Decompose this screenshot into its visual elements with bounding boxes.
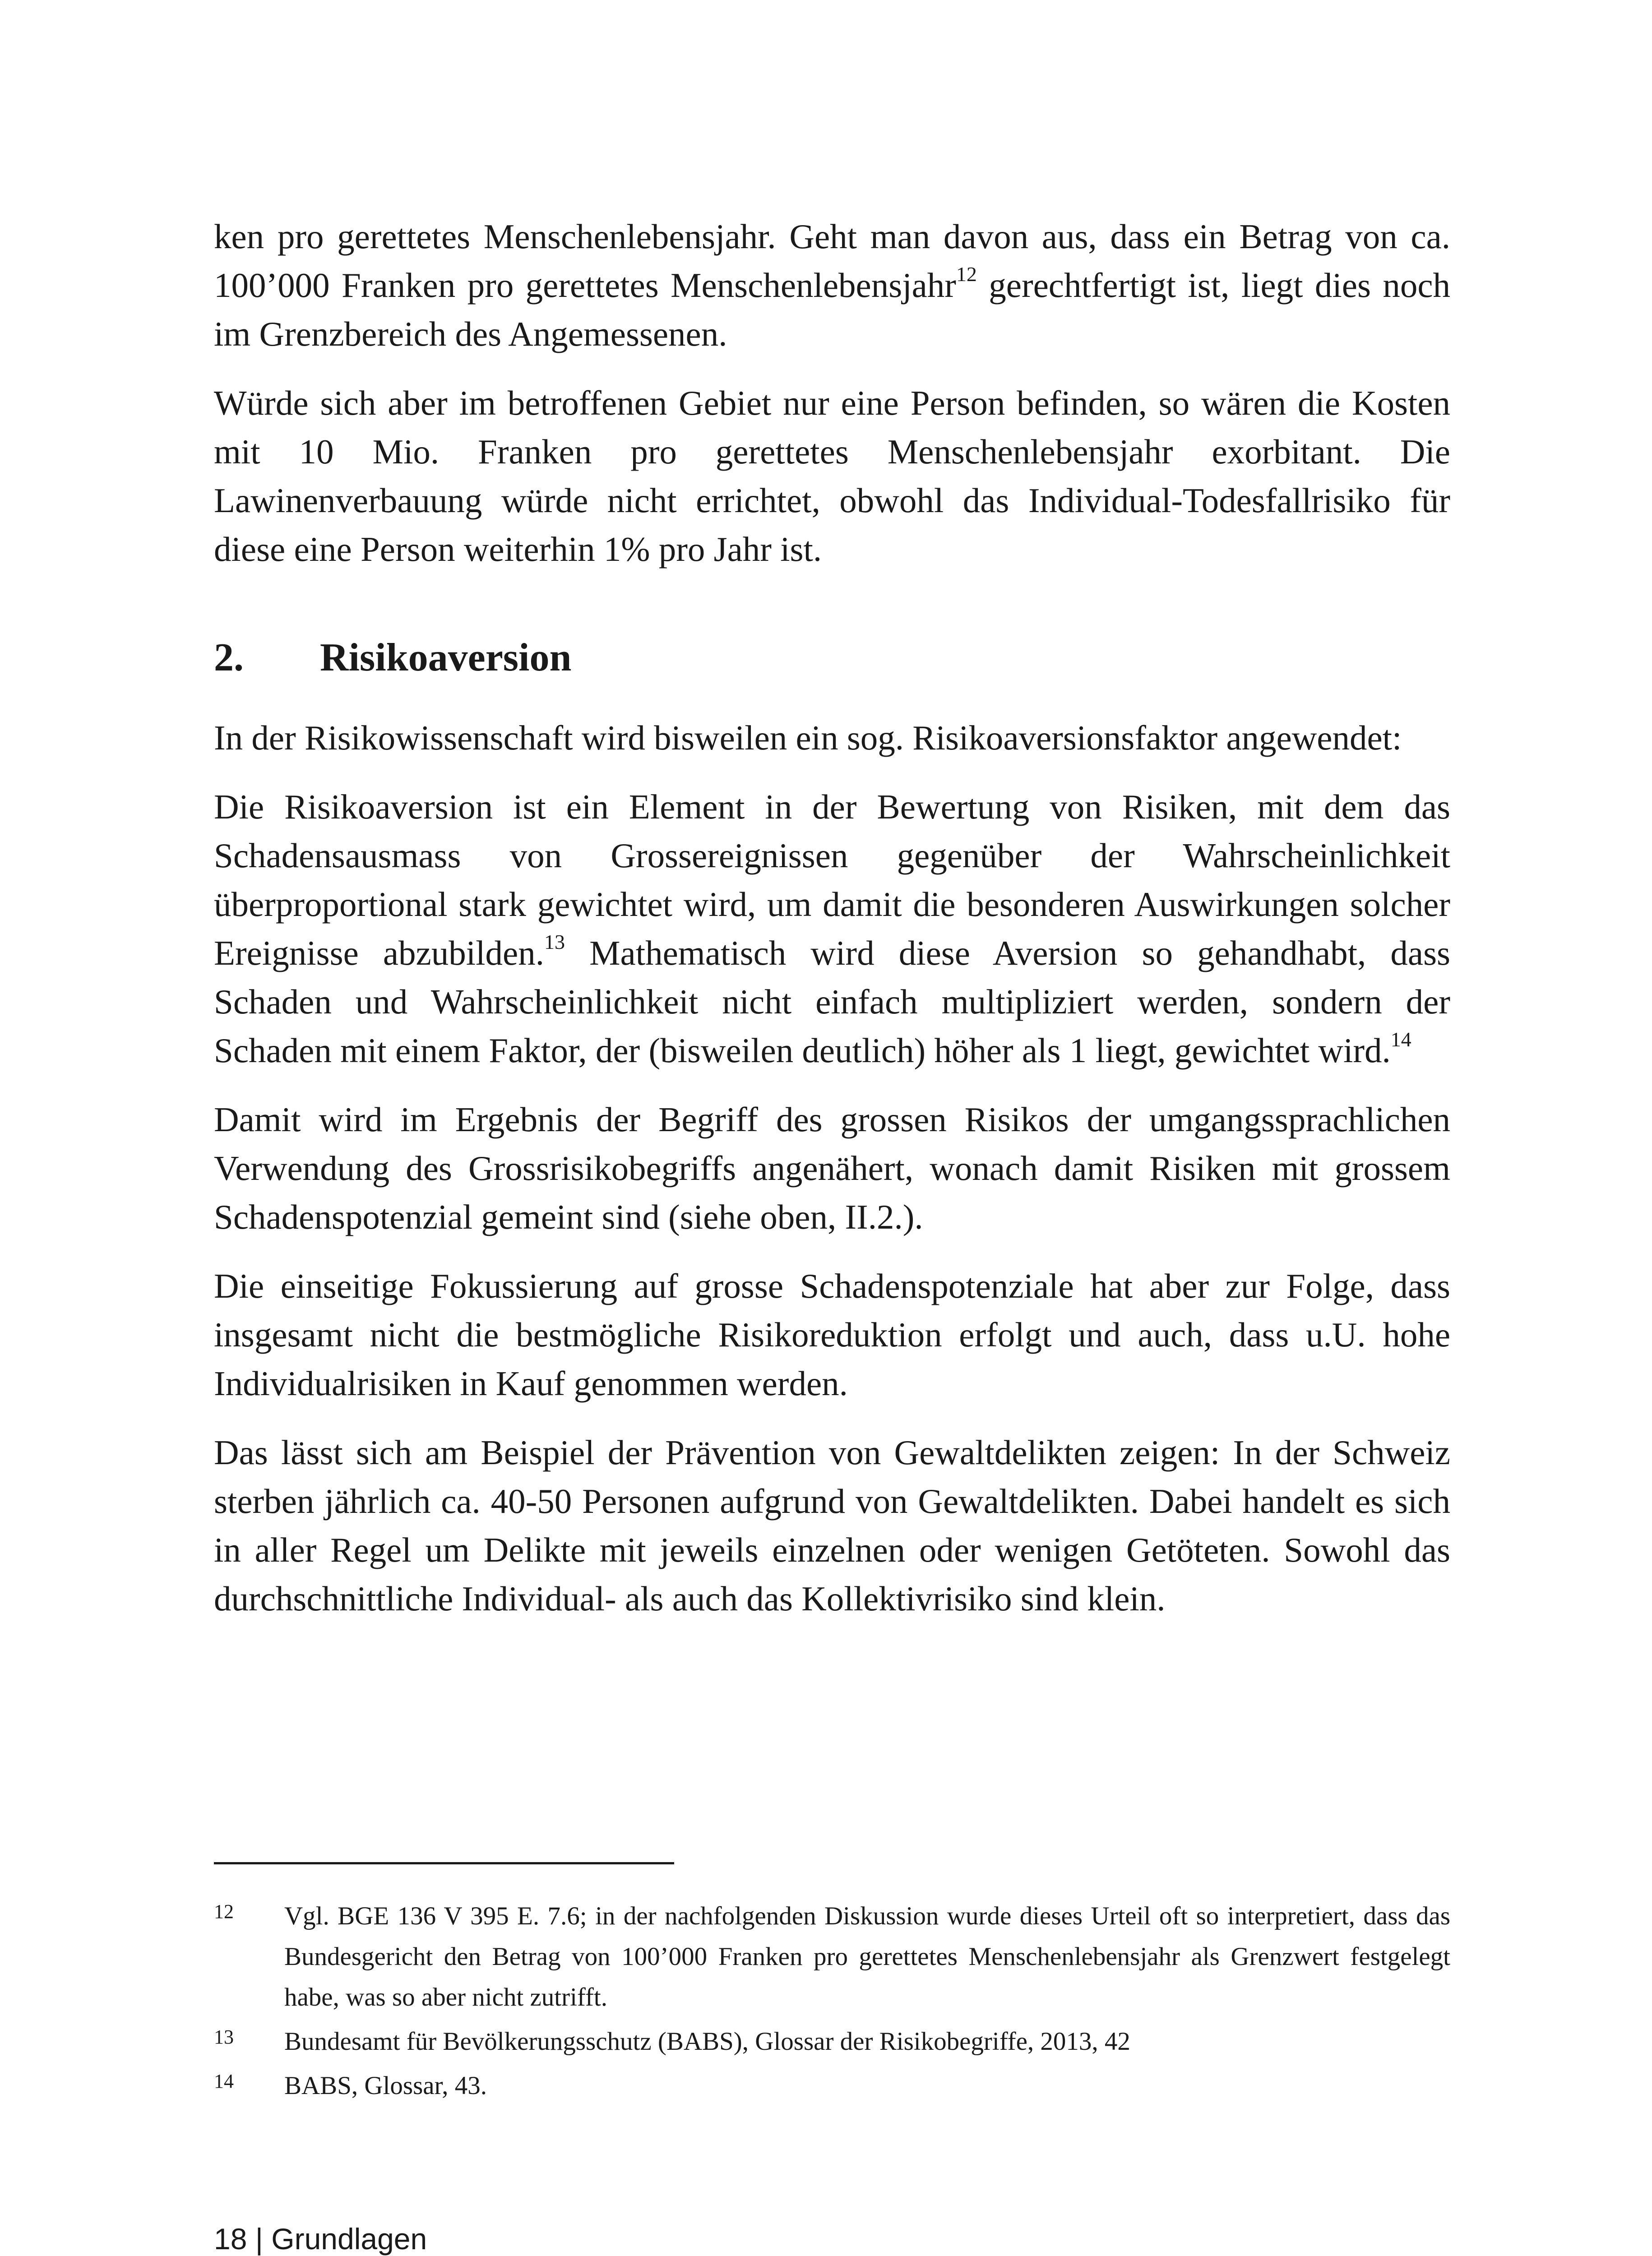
paragraph-cost-per-life-year <box>214 212 1450 358</box>
footnote-ref-12[interactable]: 12 <box>956 263 977 286</box>
paragraph-risk-science: In der Risikowissenschaft wird bisweilen ein sog. Risikoaversionsfaktor angewendet: <box>214 718 1402 757</box>
footnote-text: Vgl. BGE 136 V 395 E. 7.6; in der nachfolgenden Diskussion wurde dieses Urteil oft so interpretiert, dass das Bundesgericht den Betrag von 100’000 Franken pro gerettetes Menschenlebensjahr als Grenzwert festgelegt habe, was so aber nicht zutrifft. <box>284 1902 1450 2011</box>
footnote-13 <box>214 2021 1450 2062</box>
paragraph-text: Die Risikoaversion ist ein Element in der Bewertung von Risiken, mit dem das Schadensausmass von Grossereignissen gegenüber der Wahrscheinlichkeit überproportional stark gewichtet wird, um damit die besonderen Auswirkungen solcher Ereignisse abzubilden. <box>214 787 1450 972</box>
section-number: 2. <box>214 636 244 680</box>
paragraph-risk-aversion-definition <box>214 782 1450 1075</box>
paragraph-text: Mathematisch wird diese Aversion so gehandhabt, dass Schaden und Wahrscheinlichkeit nicht einfach multipliziert werden, sondern der Schaden mit einem Faktor, der (bisweilen deutlich) höher als 1 liegt, gewichtet wird. <box>214 934 1451 1070</box>
footnote-12 <box>214 1896 1450 2018</box>
footnotes <box>214 1896 1450 2110</box>
footer-separator: | <box>255 2222 263 2256</box>
section-title: Risikoaversion <box>320 636 572 680</box>
paragraph-text: ken pro gerettetes Menschenlebensjahr. Geht man davon aus, dass ein Betrag von ca. 100’000 Franken pro gerettetes Menschenlebensjahr <box>214 217 1450 305</box>
footnote-number: 13 <box>214 2026 234 2048</box>
paragraph-single-person: Würde sich aber im betroffenen Gebiet nur eine Person befinden, so wären die Kosten mit 10 Mio. Franken pro gerettetes Menschenlebensjahr exorbitant. Die Lawinenverbauung würde nicht errichtet, obwohl das Individual-Todesfallrisiko für diese eine Person weiterhin 1% pro Jahr ist. <box>214 384 1450 569</box>
footnote-text: Bundesamt für Bevölkerungsschutz (BABS), Glossar der Risikobegriffe, 2013, 42 <box>284 2027 1130 2056</box>
footnote-ref-14[interactable]: 14 <box>1390 1028 1411 1051</box>
footnote-ref-13[interactable]: 13 <box>544 930 565 954</box>
chapter-name: Grundlagen <box>271 2222 427 2256</box>
paragraph-text: gerechtfertigt ist, liegt dies noch im Grenzbereich des Angemessenen. <box>214 266 1450 353</box>
footnote-14 <box>214 2066 1450 2106</box>
page-number: 18 <box>214 2222 247 2256</box>
page-footer <box>214 2221 427 2256</box>
paragraph-colloquial-usage: Damit wird im Ergebnis der Begriff des grossen Risikos der umgangssprachlichen Verwendung des Grossrisikobegriffs angenähert, wonach damit Risiken mit grossem Schadenspotenzial gemeint sind (siehe oben, II.2.). <box>214 1100 1450 1236</box>
footnote-text: BABS, Glossar, 43. <box>284 2071 487 2100</box>
section-heading <box>214 633 1450 683</box>
footnote-number: 14 <box>214 2070 234 2092</box>
paragraph-one-sided-focus: Die einseitige Fokussierung auf grosse Schadenspotenziale hat aber zur Folge, dass insgesamt nicht die bestmögliche Risikoreduktion erfolgt und auch, dass u.U. hohe Individualrisiken in Kauf genommen werden. <box>214 1267 1450 1403</box>
paragraph-violent-crime-example: Das lässt sich am Beispiel der Prävention von Gewaltdelikten zeigen: In der Schweiz sterben jährlich ca. 40-50 Personen aufgrund von Gewaltdelikten. Dabei handelt es sich in aller Regel um Delikte mit jeweils einzelnen oder wenigen Getöteten. Sowohl das durchschnittliche Individual- als auch das Kollektivrisiko sind klein. <box>214 1433 1450 1618</box>
footnote-divider <box>214 1862 674 1864</box>
footnote-number: 12 <box>214 1900 234 1923</box>
page-body <box>214 212 1450 1623</box>
